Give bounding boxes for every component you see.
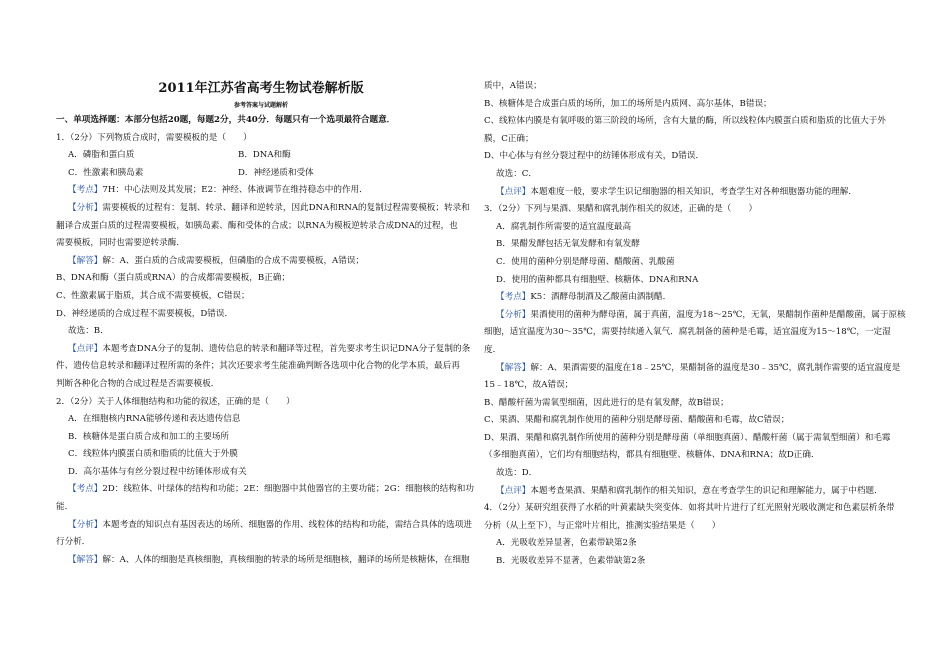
tag-label: 【解答】 [68, 255, 103, 266]
analysis: 【分析】需要模板的过程有：复制、转录、翻译和逆转录，因此DNA和RNA的复制过程需要模板；转录和 [68, 202, 470, 213]
solution: 【解答】解：A、人体的细胞是真核细胞，真核细胞的转录的场所是细胞核，翻译的场所是核糖体，在细胞 [68, 554, 470, 565]
question-3 [484, 201, 906, 500]
question-1 [56, 130, 471, 394]
comment-line: 件、遗传信息转录和翻译过程所需的条件；其次还要求考生能准确判断各选项中化合物的化学本质，最后再 [56, 361, 460, 372]
knowledge-point: 【考点】K5：酒酵母制酒及乙酸菌由酒制醋． [496, 292, 672, 303]
tag-label: 【解答】 [496, 362, 531, 373]
solution-line: 质中，A错误； [484, 81, 542, 91]
page-title: 2011年江苏省高考生物试卷解析版 [158, 81, 364, 96]
analysis: 【分析】本题考查的知识点有基因表达的场所、细胞器的作用、线粒体的结构和功能，需结合具体的选项进 [68, 519, 472, 530]
tag-label: 【点评】 [496, 186, 531, 197]
analysis-line: 行分析． [56, 537, 91, 548]
answer: 故选：C． [496, 168, 537, 179]
answer: 故选：B． [68, 326, 109, 337]
tag-label: 【考点】 [496, 292, 531, 303]
question-stem-line: 分析（从上至下），与正常叶片相比，推测实验结果是（ ） [484, 520, 721, 531]
option-a: A．磷脂和蛋白质 [68, 150, 135, 161]
solution-line: C、线粒体内膜是有氧呼吸的第三阶段的场所，含有大量的酶，所以线粒体内膜蛋白质和脂质的比值大于外 [484, 116, 886, 127]
solution-line: C、性激素属于脂质，其合成不需要模板，C错误； [56, 290, 250, 301]
analysis-line: 需要模板，同时也需要逆转录酶． [56, 238, 185, 249]
analysis-line: 细胞，适宜温度为30～35℃，需要持续通入氧气．腐乳制备的菌种是毛霉，适宜温度为15～18℃，一定湿 [484, 327, 891, 338]
solution-line: 膜，C正确； [484, 133, 534, 144]
option-b: B．核糖体是蛋白质合成和加工的主要场所 [68, 431, 230, 442]
option-d: D．神经递质和受体 [238, 167, 314, 178]
comment-line: 判断各种化合物的合成过程是否需要模板． [56, 378, 220, 389]
solution-line: D、果酒、果醋和腐乳制作所使用的菌种分别是酵母菌（单细胞真菌）、醋酸杆菌（属于需氧型细菌）和毛霉 [484, 432, 891, 443]
tag-label: 【解答】 [68, 554, 103, 565]
option-c: C．性激素和胰岛素 [68, 167, 144, 178]
solution-line: D、中心体与有丝分裂过程中的纺锤体形成有关，D错误． [484, 151, 705, 162]
option-d: D．使用的菌种都具有细胞壁、核糖体、DNA和RNA [496, 274, 699, 285]
comment: 【点评】本题考查DNA分子的复制、遗传信息的转录和翻译等过程，首先要求考生识记DNA分子复制的条 [68, 343, 471, 354]
tag-label: 【分析】 [496, 309, 531, 320]
knowledge-point: 【考点】7H：中心法则及其发展；E2：神经、体液调节在维持稳态中的作用． [68, 185, 368, 196]
solution-line: C、果酒、果醋和腐乳制作使用的菌种分别是酵母菌、醋酸菌和毛霉，故C错误； [484, 415, 790, 426]
right-column [484, 78, 906, 571]
question-stem: 1．（2分）下列物质合成时，需要模板的是（ ） [56, 132, 252, 143]
option-a: A．光吸收差异显著，色素带缺第2条 [496, 538, 637, 549]
solution-line: D、神经递质的合成过程不需要模板，D错误． [56, 308, 234, 319]
knowledge-point: 【考点】2D：线粒体、叶绿体的结构和功能；2E：细胞器中其他器官的主要功能；2G：细胞核的结构和功 [68, 484, 474, 495]
solution: 【解答】解：A、蛋白质的合成需要模板，但磷脂的合成不需要模板，A错误； [68, 255, 365, 266]
analysis-line: 度． [484, 344, 502, 355]
knowledge-point-line: 能． [56, 502, 74, 513]
option-b: B．果醋发酵包括无氧发酵和有氧发酵 [496, 239, 640, 250]
solution-line: B、醋酸杆菌为需氧型细菌，因此进行的是有氧发酵，故B错误； [484, 397, 729, 408]
question-stem: 2．（2分）关于人体细胞结构和功能的叙述，正确的是（ ） [56, 396, 295, 407]
analysis-line: 翻译合成蛋白质的过程需要模板，如胰岛素、酶和受体的合成；以RNA为模板逆转录合成DNA的过程，也 [56, 220, 458, 231]
option-b: B．DNA和酶 [238, 150, 291, 161]
section-heading: 一、单项选择题：本部分包括20题，每题2分，共40分．每题只有一个选项最符合题意． [56, 115, 396, 125]
solution-line: B、核糖体是合成蛋白质的场所，加工的场所是内质网、高尔基体，B错误； [484, 98, 772, 109]
page-subtitle: 参考答案与试题解析 [233, 102, 288, 109]
tag-label: 【分析】 [68, 202, 103, 213]
option-b: B．光吸收差异不显著，色素带缺第2条 [496, 556, 646, 567]
question-4 [484, 500, 896, 570]
tag-label: 【考点】 [68, 484, 103, 495]
tag-label: 【点评】 [68, 343, 103, 354]
options-row [56, 165, 466, 183]
solution-line: B、DNA和酶（蛋白质或RNA）的合成都需要模板，B正确； [56, 273, 290, 284]
option-c: C．使用的菌种分别是酵母菌、醋酸菌、乳酸菌 [496, 256, 675, 267]
solution: 【解答】解：A、果酒需要的温度在18﹣25℃，果醋制备的温度是30﹣35℃，腐乳制作需要的适宜温度是 [496, 362, 901, 373]
answer: 故选：D． [496, 468, 538, 479]
question-stem: 4．（2分）某研究组获得了水稻的叶黄素缺失突变体．如将其叶片进行了红光照射光吸收测定和色素层析条带 [484, 503, 895, 514]
question-stem: 3．（2分）下列与果酒、果醋和腐乳制作相关的叙述，正确的是（ ） [484, 204, 758, 215]
tag-label: 【分析】 [68, 519, 103, 530]
options-row [56, 147, 466, 165]
tag-label: 【考点】 [68, 185, 103, 196]
analysis: 【分析】果酒使用的菌种为酵母菌，属于真菌，温度为18～25℃，无氧，果醋制作菌种是醋酸菌，属于原核 [496, 309, 906, 320]
comment: 【点评】本题考查果酒、果醋和腐乳制作的相关知识，意在考查学生的识记和理解能力，属于中档题． [496, 485, 883, 496]
left-column [56, 78, 474, 569]
option-a: A．在细胞核内RNA能够传递和表达遗传信息 [68, 414, 241, 425]
solution-line: （多细胞真菌），它们均有细胞结构，都具有细胞壁、核糖体、DNA和RNA；故D正确． [484, 450, 820, 461]
tag-label: 【点评】 [496, 485, 531, 496]
question-2-continued [484, 78, 896, 201]
option-d: D．高尔基体与有丝分裂过程中纺锤体形成有关 [68, 466, 247, 477]
comment: 【点评】本题难度一般，要求学生识记细胞器的相关知识，考查学生对各种细胞器功能的理解． [496, 186, 857, 197]
option-a: A．腐乳制作所需要的适宜温度最高 [496, 221, 632, 232]
option-c: C．线粒体内膜蛋白质和脂质的比值大于外膜 [68, 449, 238, 460]
solution-line: 15﹣18℃，故A错误； [484, 380, 574, 391]
question-2 [56, 394, 474, 570]
